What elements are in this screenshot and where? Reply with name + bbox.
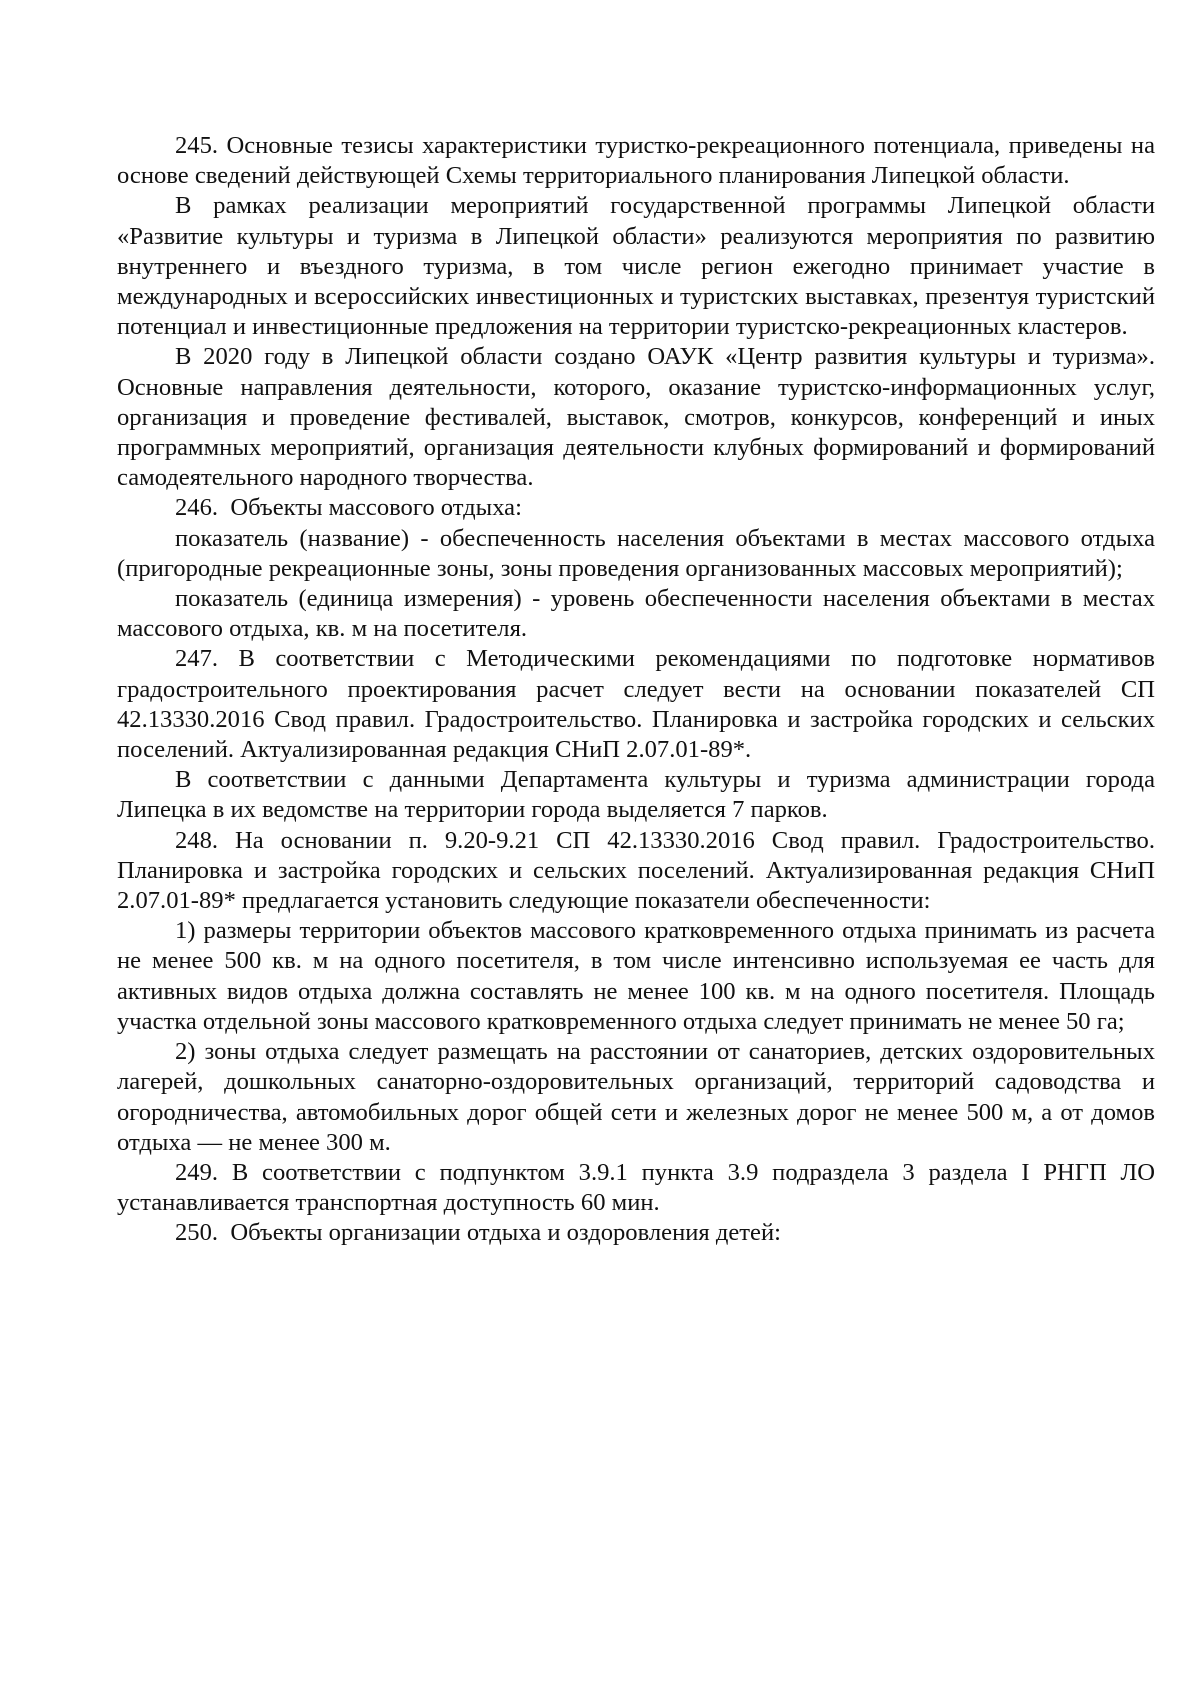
paragraph-248: 248. На основании п. 9.20-9.21 СП 42.13330.2016 Свод правил. Градостроительство. Планировка и застройка городских и сельских поселений. Актуализированная редакция СНиП 2.07.01-89* предлагается установить следующие показатели обеспеченности: bbox=[117, 826, 1155, 915]
paragraph-center-2020: В 2020 году в Липецкой области создано ОАУК «Центр развития культуры и туризма». Основные направления деятельности, которого, оказание туристско-информационных услуг, организация и проведение фестивалей, выставок, смотров, конкурсов, конференций и иных программных мероприятий, организация деятельности клубных формирований и формирований самодеятельного народного творчества. bbox=[117, 343, 1155, 492]
paragraph-indicator-name: показатель (название) - обеспеченность населения объектами в местах массового отдыха (пригородные рекреационные зоны, зоны проведения организованных массовых мероприятий); bbox=[117, 524, 1155, 582]
paragraph-parks: В соответствии с данными Департамента культуры и туризма администрации города Липецка в их ведомстве на территории города выделяется 7 парков. bbox=[117, 766, 1155, 824]
paragraph-246: 246. Объекты массового отдыха: bbox=[175, 494, 522, 522]
paragraph-item-1: 1) размеры территории объектов массового кратковременного отдыха принимать из расчета не менее 500 кв. м на одного посетителя, в том числе интенсивно используемая ее часть для активных видов отдыха должна составлять не менее 100 кв. м на одного посетителя. Площадь участка отдельной зоны массового кратковременного отдыха следует принимать не менее 50 га; bbox=[117, 917, 1155, 1035]
paragraph-indicator-unit: показатель (единица измерения) - уровень обеспеченности населения объектами в местах массового отдыха, кв. м на посетителя. bbox=[117, 585, 1155, 643]
paragraph-245: 245. Основные тезисы характеристики туристко-рекреационного потенциала, приведены на основе сведений действующей Схемы территориального планирования Липецкой области. bbox=[117, 132, 1155, 190]
paragraph-250: 250. Объекты организации отдыха и оздоровления детей: bbox=[175, 1219, 781, 1247]
paragraph-249: 249. В соответствии с подпунктом 3.9.1 пункта 3.9 подраздела 3 раздела I РНГП ЛО устанавливается транспортная доступность 60 мин. bbox=[117, 1158, 1155, 1217]
paragraph-247: 247. В соответствии с Методическими рекомендациями по подготовке нормативов градостроительного проектирования расчет следует вести на основании показателей СП 42.13330.2016 Свод правил. Градостроительство. Планировка и застройка городских и сельских поселений. Актуализированная редакция СНиП 2.07.01-89*. bbox=[117, 645, 1155, 764]
paragraph-program: В рамках реализации мероприятий государственной программы Липецкой области «Развитие культуры и туризма в Липецкой области» реализуются мероприятия по развитию внутреннего и въездного туризма, в том числе регион ежегодно принимает участие в международных и всероссийских инвестиционных и туристских выставках, презентуя туристский потенциал и инвестиционные предложения на территории туристско-рекреационных кластеров. bbox=[117, 192, 1155, 341]
paragraph-item-2: 2) зоны отдыха следует размещать на расстоянии от санаториев, детских оздоровительных лагерей, дошкольных санаторно-оздоровительных организаций, территорий садоводства и огородничества, автомобильных дорог общей сети и железных дорог не менее 500 м, а от домов отдыха — не менее 300 м. bbox=[117, 1038, 1155, 1156]
document-body bbox=[117, 131, 1155, 1249]
